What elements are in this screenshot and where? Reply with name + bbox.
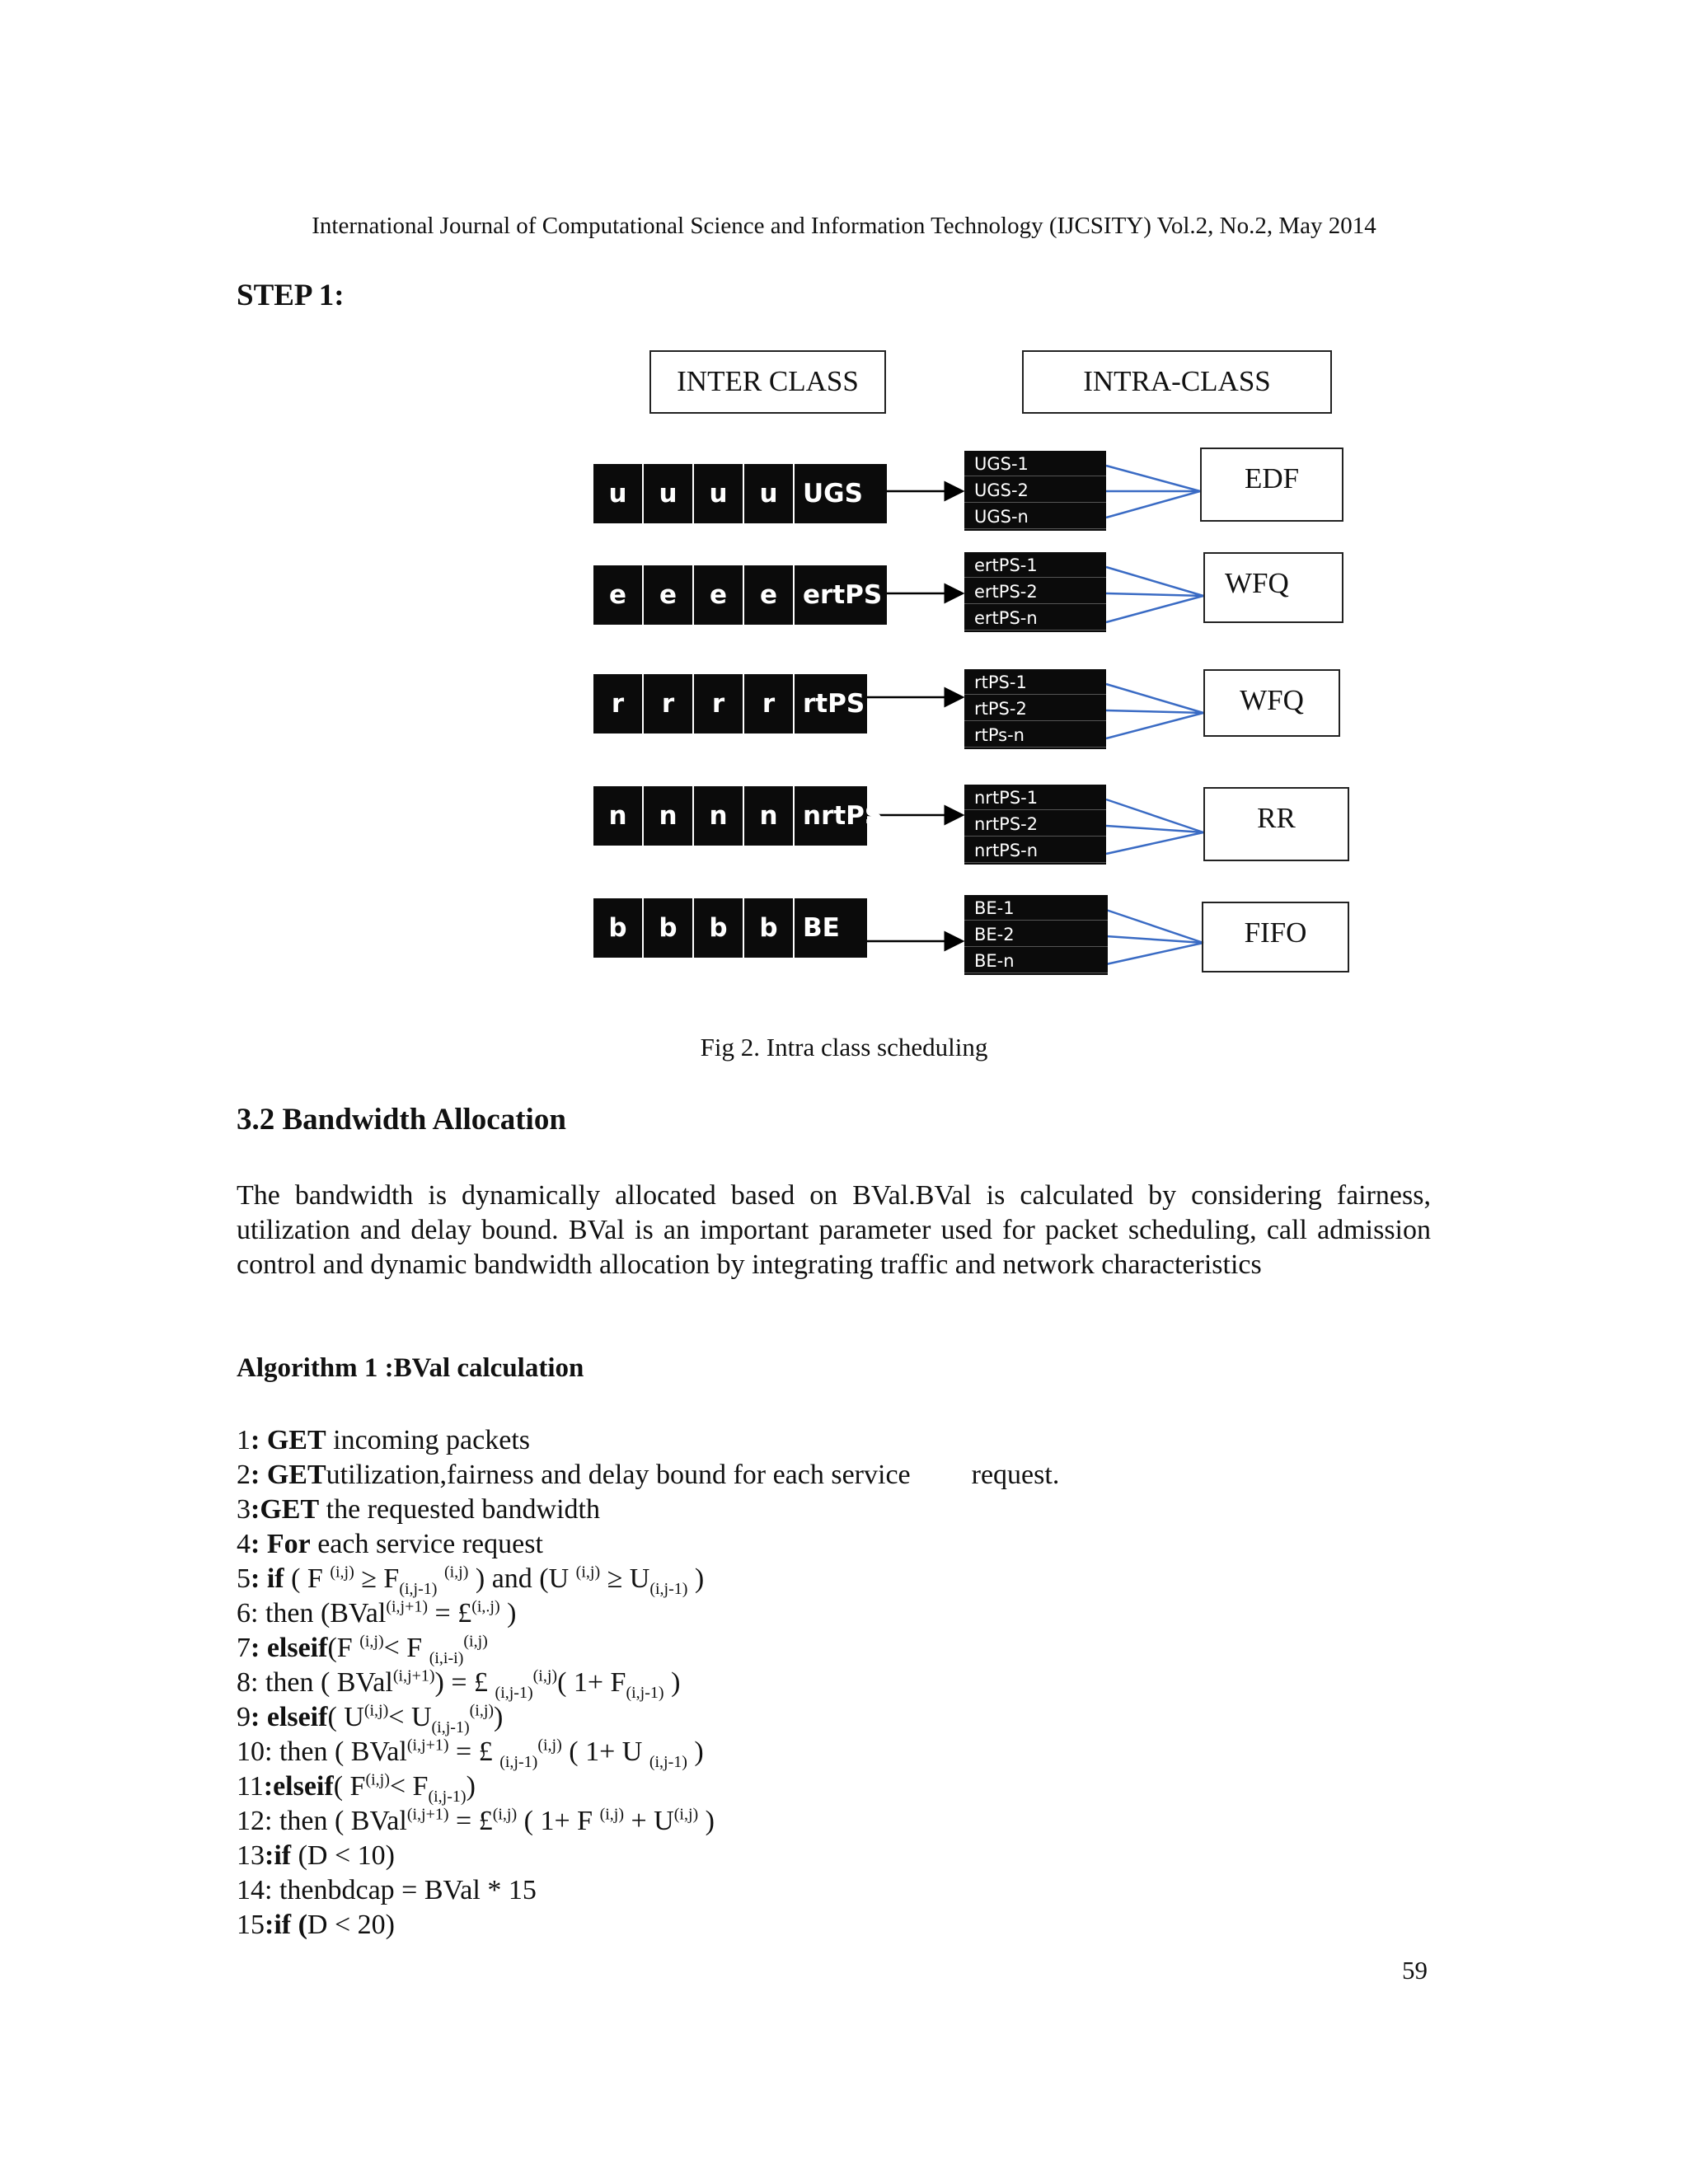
queue-cell: n — [644, 786, 692, 846]
subqueue-nrtps — [964, 785, 1106, 865]
queue-label: ertPS — [795, 565, 887, 625]
page-number: 59 — [1402, 1956, 1428, 1985]
queue-cell: u — [694, 464, 743, 523]
algo-line-4: 4: For each service request — [237, 1529, 543, 1559]
queue-nrtps — [593, 786, 884, 846]
queue-cell: b — [593, 898, 642, 958]
queue-cell: n — [744, 786, 793, 846]
queue-cell: b — [744, 898, 793, 958]
subqueue-rtps — [964, 669, 1106, 749]
queue-cell: u — [644, 464, 692, 523]
queue-label: UGS — [795, 464, 887, 523]
algo-line-14: 14: thenbdcap = BVal * 15 — [237, 1875, 537, 1905]
queue-cell: r — [644, 674, 692, 733]
step-title: STEP 1: — [237, 279, 345, 312]
running-header: International Journal of Computational Science and Information Technology (IJCSITY) Vol.2, No.2, May 2014 — [312, 213, 1376, 239]
algo-line-7: 7: elseif(F $^{(i,j)}$< F $_{(i,i-i)}^{(i,j)}$ — [237, 1632, 488, 1667]
subqueue-item: rtPS-2 — [964, 697, 1106, 721]
queue-label: nrtPS — [795, 786, 867, 846]
scheduler-wfq: WFQ — [1203, 552, 1343, 623]
subqueue-item: BE-n — [964, 949, 1108, 973]
queue-ertps — [593, 565, 887, 625]
intra-class-label: INTRA-CLASS — [1022, 350, 1332, 414]
queue-cell: r — [744, 674, 793, 733]
queue-label: rtPS — [795, 674, 867, 733]
queue-cell: e — [744, 565, 793, 625]
subqueue-item: nrtPS-n — [964, 839, 1106, 863]
algo-line-5: 5: if ( F $^{(i,j)} \ge F_{(i,j-1)}$ $^{(i,j)}$ ) and (U $^{(i,j)} \ge U_{(i,j-1)}$ ) — [237, 1563, 705, 1598]
queue-cell: b — [694, 898, 743, 958]
algo-line-2: 2: GETutilization,fairness and delay bound for each service request. — [237, 1460, 1060, 1490]
body-paragraph: The bandwidth is dynamically allocated based on BVal.BVal is calculated by considering fairness, utilization and delay bound. BVal is an important parameter used for packet scheduling, call admission control and dynamic bandwidth allocation by integrating traffic and network characteristics — [237, 1180, 1431, 1280]
algo-line-9: 9: elseif( $U^{(i,j)}< U_{(i,j-1)}^{(i,j)}$) — [237, 1701, 504, 1736]
subqueue-item: UGS-n — [964, 505, 1106, 529]
subqueue-item: ertPS-2 — [964, 580, 1106, 604]
subqueue-item: UGS-2 — [964, 479, 1106, 503]
queue-cell: e — [644, 565, 692, 625]
subqueue-item: ertPS-1 — [964, 554, 1106, 578]
queue-cell: e — [694, 565, 743, 625]
section-title: 3.2 Bandwidth Allocation — [237, 1103, 566, 1137]
subqueue-item: nrtPS-1 — [964, 786, 1106, 810]
scheduler-edf: EDF — [1200, 448, 1343, 522]
queue-ugs — [593, 464, 887, 523]
subqueue-item: ertPS-n — [964, 607, 1106, 630]
algo-line-12: 12: then ( BVal$^{(i,j+1)}$ = £$^{(i,j)}$ ( 1+ F $^{(i,j)}$ + U$^{(i,j)}$ ) — [237, 1805, 715, 1836]
queue-rtps — [593, 674, 867, 733]
algo-line-15: 15:if (D < 20) — [237, 1910, 395, 1940]
algo-line-13: 13:if (D < 10) — [237, 1840, 395, 1871]
algo-line-8: 8: then ( BVal$^{(i,j+1)}$) = £ $_{(i,j-1)}^{(i,j)}$( $1+ F_{(i,j-1)}$ ) — [237, 1666, 681, 1702]
queue-cell: r — [694, 674, 743, 733]
algo-line-3: 3:GET the requested bandwidth — [237, 1494, 600, 1525]
queue-be — [593, 898, 867, 958]
algorithm-body — [237, 1423, 1059, 1943]
algorithm-title: Algorithm 1 :BVal calculation — [237, 1353, 584, 1383]
algo-line-6: 6: then (BVal$^{(i,j+1)}$ = £$^{(i,.j)}$ ) — [237, 1597, 517, 1629]
subqueue-item: UGS-1 — [964, 452, 1106, 476]
queue-cell: r — [593, 674, 642, 733]
queue-cell: n — [593, 786, 642, 846]
queue-cell: u — [744, 464, 793, 523]
subqueue-be — [964, 895, 1108, 975]
subqueue-item: BE-1 — [964, 897, 1108, 921]
queue-cell: b — [644, 898, 692, 958]
queue-cell: u — [593, 464, 642, 523]
inter-class-label: INTER CLASS — [649, 350, 886, 414]
figure-caption: Fig 2. Intra class scheduling — [700, 1033, 988, 1062]
subqueue-item: BE-2 — [964, 923, 1108, 947]
algo-line-11: 11:elseif( $F^{(i,j)}< F_{(i,j-1)}$) — [237, 1770, 476, 1806]
subqueue-ugs — [964, 451, 1106, 531]
subqueue-item: nrtPS-2 — [964, 813, 1106, 837]
subqueue-item: rtPS-1 — [964, 671, 1106, 695]
subqueue-item: rtPs-n — [964, 724, 1106, 748]
scheduler-fifo: FIFO — [1202, 902, 1349, 972]
scheduler-rr: RR — [1203, 787, 1349, 861]
scheduler-wfq: WFQ — [1203, 669, 1340, 737]
queue-cell: n — [694, 786, 743, 846]
algo-line-1: 1: GET incoming packets — [237, 1425, 531, 1455]
queue-label: BE — [795, 898, 867, 958]
subqueue-ertps — [964, 552, 1106, 632]
algo-line-10: 10: then ( BVal$^{(i,j+1)}$ = £ $_{(i,j-1)}^{(i,j)}$ ( 1+ U $_{(i,j-1)}$ ) — [237, 1736, 704, 1771]
queue-cell: e — [593, 565, 642, 625]
